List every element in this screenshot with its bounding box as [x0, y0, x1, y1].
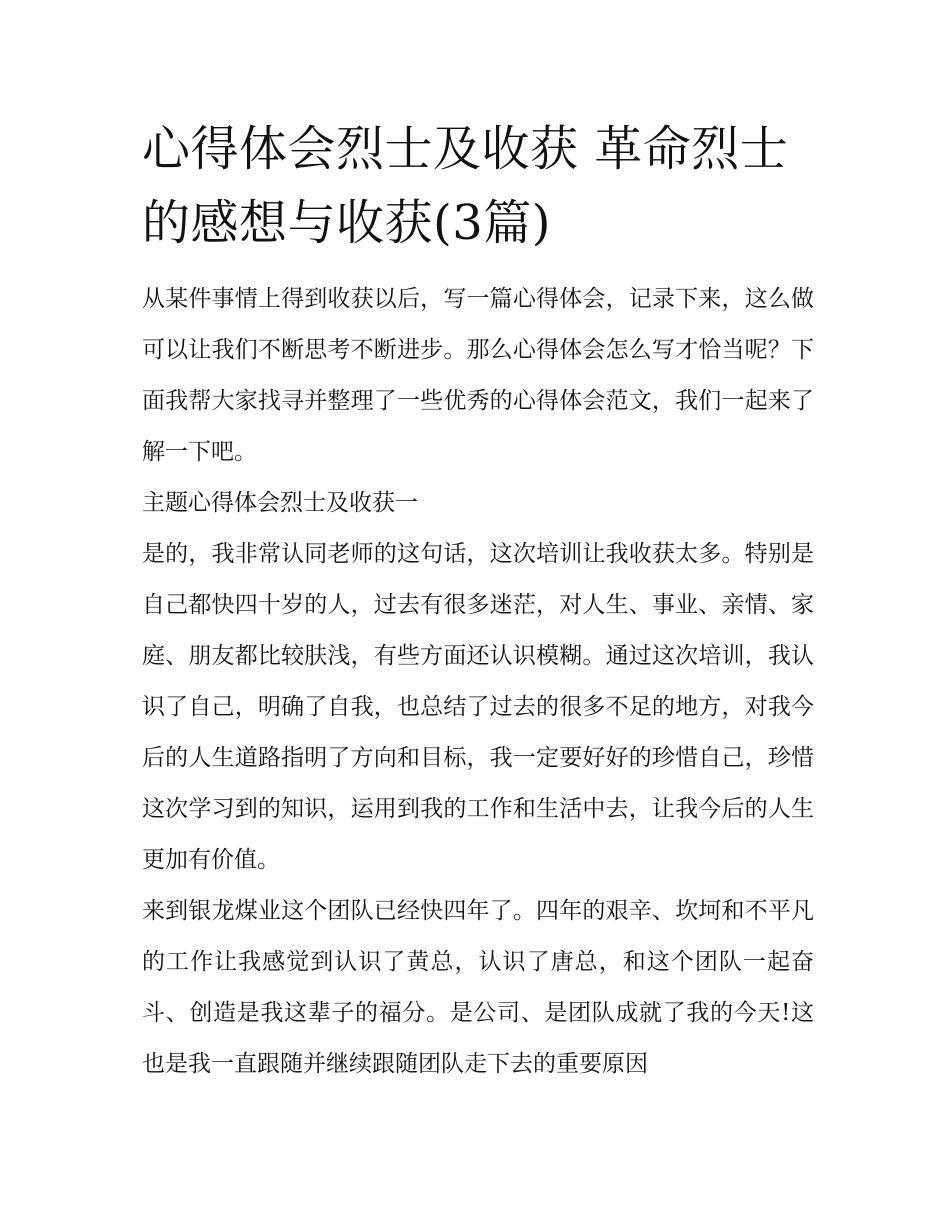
- document-title: 心得体会烈士及收获 革命烈士的感想与收获(3篇): [142, 121, 789, 251]
- intro-paragraph: 从某件事情上得到收获以后，写一篇心得体会，记录下来，这么做可以让我们不断思考不断进步。那么心得体会怎么写才恰当呢？下面我帮大家找寻并整理了一些优秀的心得体会范文，我们一起来了解一下吧。: [142, 286, 814, 465]
- body-paragraph-2: 来到银龙煤业这个团队已经快四年了。四年的艰辛、坎坷和不平凡的工作让我感觉到认识了黄总，认识了唐总，和这个团队一起奋斗、创造是我这辈子的福分。是公司、是团队成就了我的今天!这也是我一直跟随并继续跟随团队走下去的重要原因: [142, 898, 814, 1077]
- document-page: [142, 112, 814, 1090]
- body-paragraph-1: 是的，我非常认同老师的这句话，这次培训让我收获太多。特别是自己都快四十岁的人，过去有很多迷茫，对人生、事业、亲情、家庭、朋友都比较肤浅，有些方面还认识模糊。通过这次培训，我认识了自己，明确了自我，也总结了过去的很多不足的地方，对我今后的人生道路指明了方向和目标，我一定要好好的珍惜自己，珍惜这次学习到的知识，运用到我的工作和生活中去，让我今后的人生更加有价值。: [142, 541, 814, 873]
- section-heading: 主题心得体会烈士及收获一: [142, 490, 418, 516]
